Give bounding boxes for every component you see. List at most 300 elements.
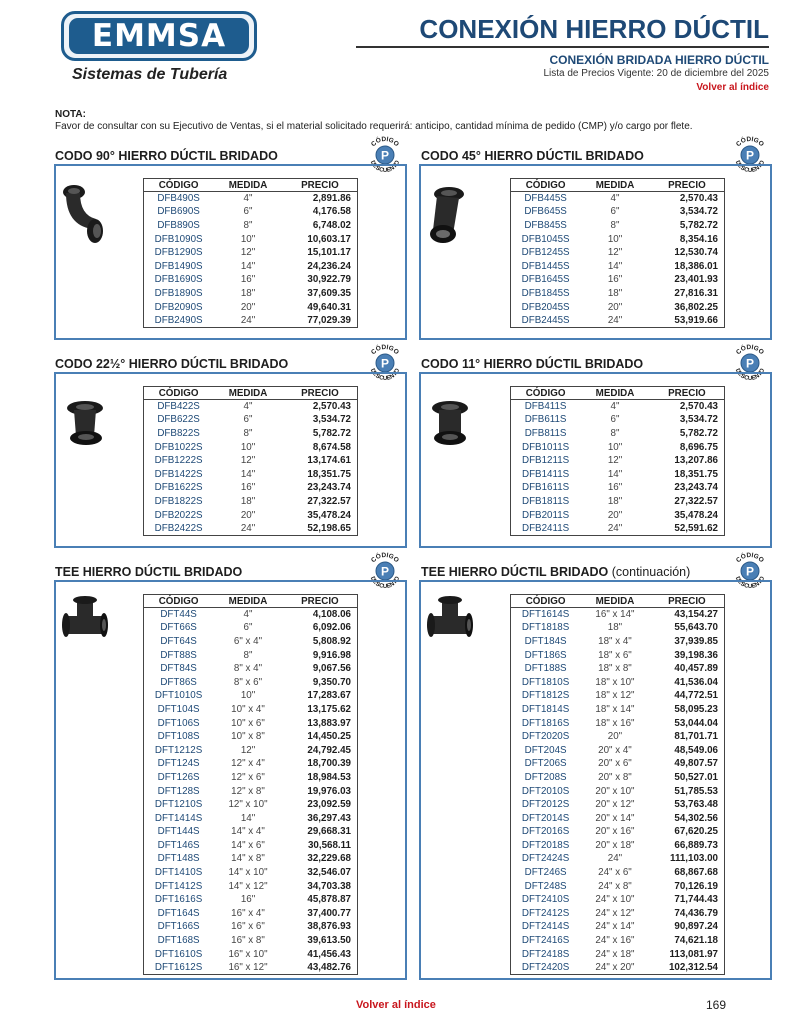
row-code: DFT2012S bbox=[521, 799, 570, 811]
row-size: 18" x 14" bbox=[595, 703, 635, 715]
row-size: 6" bbox=[243, 414, 253, 426]
row-size: 14" bbox=[607, 260, 623, 272]
row-code: DFB1090S bbox=[154, 233, 203, 245]
row-price: 24,236.24 bbox=[307, 260, 351, 272]
row-code: DFT2016S bbox=[521, 826, 570, 838]
row-code: DFB490S bbox=[157, 193, 200, 205]
footer-back-to-index-link[interactable]: Volver al índice bbox=[356, 999, 436, 1011]
row-size: 20" x 10" bbox=[595, 785, 635, 797]
table-row bbox=[144, 440, 358, 454]
row-size: 16" x 8" bbox=[231, 935, 265, 947]
row-size: 10" x 8" bbox=[231, 731, 265, 743]
row-size: 4" bbox=[243, 193, 253, 205]
row-code: DFB2011S bbox=[522, 509, 570, 521]
row-price: 49,640.31 bbox=[307, 301, 351, 313]
row-price: 55,643.70 bbox=[674, 622, 718, 634]
row-code: DFB2022S bbox=[154, 509, 203, 521]
col-code: CÓDIGO bbox=[144, 387, 214, 400]
section-box bbox=[419, 164, 772, 340]
table-row bbox=[144, 961, 358, 975]
row-code: DFB1222S bbox=[154, 455, 203, 467]
row-code: DFB1645S bbox=[521, 274, 570, 286]
row-size: 24" bbox=[607, 314, 623, 326]
row-code: DFT1010S bbox=[154, 690, 203, 702]
col-size: MEDIDA bbox=[580, 387, 650, 400]
row-price: 12,530.74 bbox=[674, 247, 718, 259]
row-price: 3,534.72 bbox=[312, 414, 351, 426]
row-code: DFT2424S bbox=[521, 853, 570, 865]
row-code: DFB2422S bbox=[154, 522, 203, 534]
badge-top-text: CÓDIGO bbox=[734, 135, 766, 149]
row-size: 20" x 18" bbox=[595, 839, 635, 851]
row-size: 20" x 12" bbox=[595, 799, 635, 811]
row-price: 37,609.35 bbox=[307, 287, 351, 299]
table-row bbox=[511, 730, 725, 744]
badge-bottom-text: DESCUENTO bbox=[368, 575, 402, 591]
row-size: 10" bbox=[607, 441, 623, 453]
row-price: 27,816.31 bbox=[674, 287, 718, 299]
row-code: DFT146S bbox=[157, 839, 200, 851]
row-size: 16" bbox=[607, 482, 623, 494]
row-code: DFT88S bbox=[160, 649, 197, 661]
table-row bbox=[144, 413, 358, 427]
product-image bbox=[427, 392, 473, 456]
row-code: DFB822S bbox=[157, 427, 200, 439]
row-price: 30,922.79 bbox=[307, 274, 351, 286]
row-code: DFT188S bbox=[524, 663, 567, 675]
row-price: 29,668.31 bbox=[307, 826, 351, 838]
table-row bbox=[511, 703, 725, 717]
row-code: DFT2020S bbox=[521, 731, 570, 743]
row-code: DFT1212S bbox=[154, 744, 203, 756]
section-box bbox=[419, 372, 772, 548]
row-price: 43,154.27 bbox=[674, 609, 718, 621]
table-row bbox=[144, 743, 358, 757]
row-size: 14" x 10" bbox=[228, 867, 268, 879]
table-row bbox=[511, 947, 725, 961]
row-code: DFB411S bbox=[524, 401, 567, 413]
table-row bbox=[511, 232, 725, 246]
row-price: 5,782.72 bbox=[679, 219, 718, 231]
row-code: DFT1812S bbox=[521, 690, 570, 702]
table-row bbox=[511, 934, 725, 948]
row-code: DFB1011S bbox=[522, 441, 570, 453]
product-image bbox=[427, 594, 473, 658]
price-table bbox=[143, 178, 358, 328]
row-size: 18" x 16" bbox=[595, 717, 635, 729]
row-price: 2,891.86 bbox=[312, 193, 351, 205]
row-price: 52,198.65 bbox=[307, 522, 351, 534]
table-row bbox=[144, 205, 358, 219]
row-price: 19,976.03 bbox=[307, 785, 351, 797]
row-price: 17,283.67 bbox=[307, 690, 351, 702]
row-size: 8" bbox=[610, 219, 620, 231]
col-code: CÓDIGO bbox=[511, 387, 581, 400]
row-size: 18" x 8" bbox=[598, 663, 632, 675]
table-row bbox=[144, 852, 358, 866]
row-code: DFB1845S bbox=[521, 287, 570, 299]
row-code: DFB1045S bbox=[521, 233, 570, 245]
row-price: 18,351.75 bbox=[307, 468, 351, 480]
table-row bbox=[511, 893, 725, 907]
row-price: 74,436.79 bbox=[674, 907, 718, 919]
row-size: 24" x 10" bbox=[595, 894, 635, 906]
row-size: 8" bbox=[243, 649, 253, 661]
row-size: 18" x 10" bbox=[595, 676, 635, 688]
table-row bbox=[511, 879, 725, 893]
row-code: DFB2045S bbox=[521, 301, 570, 313]
row-code: DFB422S bbox=[157, 401, 200, 413]
table-row bbox=[511, 920, 725, 934]
badge-top-text: CÓDIGO bbox=[734, 343, 766, 357]
price-table bbox=[510, 386, 725, 536]
logo-tagline: Sistemas de Tubería bbox=[72, 66, 228, 83]
product-image bbox=[62, 181, 108, 245]
section-subtitle: (continuación) bbox=[611, 565, 691, 579]
row-price: 5,782.72 bbox=[312, 427, 351, 439]
table-row bbox=[511, 495, 725, 509]
table-row bbox=[144, 454, 358, 468]
row-code: DFB1290S bbox=[154, 247, 203, 259]
table-row bbox=[144, 635, 358, 649]
row-size: 10" x 4" bbox=[231, 703, 265, 715]
page-subtitle: CONEXIÓN BRIDADA HIERRO DÚCTIL bbox=[549, 53, 769, 67]
row-price: 68,867.68 bbox=[674, 867, 718, 879]
row-size: 8" bbox=[243, 219, 253, 231]
row-price: 23,401.93 bbox=[674, 274, 718, 286]
col-price: PRECIO bbox=[650, 387, 725, 400]
row-code: DFT1816S bbox=[521, 717, 570, 729]
table-row bbox=[144, 427, 358, 441]
row-code: DFB1445S bbox=[521, 260, 570, 272]
table-row bbox=[144, 621, 358, 635]
row-price: 6,092.06 bbox=[312, 622, 351, 634]
table-row bbox=[144, 703, 358, 717]
col-price: PRECIO bbox=[650, 595, 725, 608]
row-size: 14" bbox=[240, 812, 256, 824]
row-size: 16" bbox=[240, 894, 256, 906]
row-code: DFB690S bbox=[157, 206, 200, 218]
row-size: 10" bbox=[240, 441, 256, 453]
row-code: DFB2090S bbox=[154, 301, 203, 313]
row-price: 8,674.58 bbox=[312, 441, 351, 453]
row-price: 90,897.24 bbox=[674, 921, 718, 933]
row-size: 14" bbox=[607, 468, 623, 480]
row-code: DFT204S bbox=[524, 744, 567, 756]
table-row bbox=[511, 635, 725, 649]
row-size: 14" bbox=[240, 260, 256, 272]
row-code: DFB1490S bbox=[154, 260, 203, 272]
row-code: DFB1890S bbox=[154, 287, 203, 299]
row-price: 70,126.19 bbox=[674, 880, 718, 892]
row-code: DFT64S bbox=[160, 635, 197, 647]
row-price: 13,174.61 bbox=[307, 455, 351, 467]
table-row bbox=[144, 400, 358, 414]
row-price: 18,351.75 bbox=[674, 468, 718, 480]
row-price: 32,229.68 bbox=[307, 853, 351, 865]
table-row bbox=[144, 757, 358, 771]
badge-bottom-text: DESCUENTO bbox=[368, 367, 402, 383]
row-price: 43,482.76 bbox=[307, 961, 351, 973]
badge-letter: P bbox=[380, 356, 390, 371]
row-price: 23,243.74 bbox=[674, 482, 718, 494]
row-code: DFB845S bbox=[524, 219, 567, 231]
row-size: 24" x 14" bbox=[595, 921, 635, 933]
row-size: 16" bbox=[607, 274, 623, 286]
section-box bbox=[54, 580, 407, 980]
row-code: DFB611S bbox=[524, 414, 567, 426]
row-size: 12" x 4" bbox=[231, 758, 265, 770]
badge-letter: P bbox=[380, 148, 390, 163]
table-row bbox=[511, 508, 725, 522]
price-list-date: Lista de Precios Vigente: 20 de diciembre del 2025 bbox=[543, 68, 769, 79]
table-row bbox=[511, 427, 725, 441]
row-price: 49,807.57 bbox=[674, 758, 718, 770]
row-code: DFT2416S bbox=[521, 935, 570, 947]
row-code: DFT1614S bbox=[521, 609, 570, 621]
row-code: DFT2418S bbox=[521, 948, 570, 960]
table-row bbox=[144, 287, 358, 301]
badge-letter: P bbox=[745, 356, 755, 371]
table-row bbox=[511, 287, 725, 301]
row-size: 18" x 12" bbox=[595, 690, 635, 702]
page-number: 169 bbox=[706, 998, 727, 1012]
row-code: DFT2014S bbox=[521, 812, 570, 824]
row-code: DFB811S bbox=[524, 427, 567, 439]
row-price: 8,354.16 bbox=[679, 233, 718, 245]
row-price: 13,883.97 bbox=[307, 717, 351, 729]
row-code: DFB1022S bbox=[154, 441, 203, 453]
row-price: 8,696.75 bbox=[679, 441, 718, 453]
row-size: 8" x 6" bbox=[233, 676, 263, 688]
row-size: 24" bbox=[607, 522, 623, 534]
col-code: CÓDIGO bbox=[511, 595, 581, 608]
row-size: 4" bbox=[243, 609, 253, 621]
row-price: 51,785.53 bbox=[674, 785, 718, 797]
table-row bbox=[144, 522, 358, 536]
row-size: 24" x 20" bbox=[595, 961, 635, 973]
row-price: 66,889.73 bbox=[674, 839, 718, 851]
row-price: 2,570.43 bbox=[679, 193, 718, 205]
section-box bbox=[419, 580, 772, 980]
table-row bbox=[511, 675, 725, 689]
col-code: CÓDIGO bbox=[144, 179, 214, 192]
row-size: 12" x 10" bbox=[228, 799, 268, 811]
back-to-index-link[interactable]: Volver al índice bbox=[696, 82, 769, 93]
table-row bbox=[511, 467, 725, 481]
row-size: 8" bbox=[610, 427, 620, 439]
row-price: 13,207.86 bbox=[674, 455, 718, 467]
row-price: 36,297.43 bbox=[307, 812, 351, 824]
table-row bbox=[511, 866, 725, 880]
row-code: DFB2445S bbox=[521, 314, 570, 326]
table-row bbox=[144, 192, 358, 206]
table-row bbox=[144, 839, 358, 853]
table-row bbox=[511, 757, 725, 771]
row-code: DFT1814S bbox=[521, 703, 570, 715]
table-row bbox=[144, 219, 358, 233]
row-size: 18" bbox=[607, 287, 623, 299]
row-size: 4" bbox=[243, 401, 253, 413]
row-size: 14" x 8" bbox=[231, 853, 265, 865]
row-price: 14,450.25 bbox=[307, 731, 351, 743]
row-code: DFT168S bbox=[157, 935, 200, 947]
row-price: 58,095.23 bbox=[674, 703, 718, 715]
row-price: 32,546.07 bbox=[307, 867, 351, 879]
table-row bbox=[144, 907, 358, 921]
row-code: DFT106S bbox=[157, 717, 200, 729]
col-size: MEDIDA bbox=[580, 179, 650, 192]
table-row bbox=[511, 961, 725, 975]
row-price: 39,198.36 bbox=[674, 649, 718, 661]
row-size: 16" bbox=[240, 274, 256, 286]
row-price: 30,568.11 bbox=[307, 839, 351, 851]
row-code: DFB645S bbox=[524, 206, 567, 218]
row-size: 24" x 6" bbox=[598, 867, 632, 879]
row-code: DFT2018S bbox=[521, 839, 570, 851]
table-row bbox=[144, 481, 358, 495]
row-code: DFT44S bbox=[160, 609, 197, 621]
table-row bbox=[511, 716, 725, 730]
table-row bbox=[144, 934, 358, 948]
table-row bbox=[144, 716, 358, 730]
table-row bbox=[511, 314, 725, 328]
row-price: 24,792.45 bbox=[307, 744, 351, 756]
row-size: 18" bbox=[607, 495, 623, 507]
logo-text: EMMSA bbox=[69, 18, 249, 54]
table-row bbox=[511, 522, 725, 536]
product-image bbox=[62, 594, 108, 658]
badge-letter: P bbox=[380, 564, 390, 579]
section-box bbox=[54, 372, 407, 548]
table-row bbox=[511, 259, 725, 273]
table-row bbox=[511, 648, 725, 662]
row-size: 20" bbox=[607, 301, 623, 313]
row-size: 12" x 8" bbox=[231, 785, 265, 797]
row-size: 20" bbox=[607, 731, 623, 743]
note bbox=[55, 109, 693, 133]
col-price: PRECIO bbox=[283, 595, 358, 608]
row-price: 40,457.89 bbox=[674, 663, 718, 675]
row-size: 12" bbox=[240, 744, 256, 756]
row-size: 24" bbox=[240, 314, 256, 326]
row-price: 67,620.25 bbox=[674, 826, 718, 838]
row-price: 37,939.85 bbox=[674, 635, 718, 647]
badge-top-text: CÓDIGO bbox=[369, 343, 401, 357]
row-code: DFT206S bbox=[524, 758, 567, 770]
row-size: 18" bbox=[240, 287, 256, 299]
row-size: 10" bbox=[240, 690, 256, 702]
row-price: 3,534.72 bbox=[679, 414, 718, 426]
row-price: 74,621.18 bbox=[674, 935, 718, 947]
row-code: DFT2420S bbox=[521, 961, 570, 973]
product-image bbox=[427, 184, 473, 248]
table-row bbox=[144, 232, 358, 246]
note-text: Favor de consultar con su Ejecutivo de Ventas, si el material solicitado requerirá: anticipo, cantidad mínima de pedido (CMP) y/o cargo por flete. bbox=[55, 121, 693, 132]
table-row bbox=[511, 839, 725, 853]
row-code: DFT66S bbox=[160, 622, 197, 634]
row-price: 18,984.53 bbox=[307, 771, 351, 783]
row-size: 20" bbox=[240, 509, 256, 521]
col-size: MEDIDA bbox=[213, 179, 283, 192]
row-price: 9,916.98 bbox=[312, 649, 351, 661]
table-row bbox=[511, 300, 725, 314]
section-title: CODO 11° HIERRO DÚCTIL BRIDADO bbox=[421, 357, 644, 371]
row-price: 53,044.04 bbox=[674, 717, 718, 729]
table-row bbox=[144, 495, 358, 509]
row-size: 16" x 14" bbox=[595, 609, 635, 621]
row-size: 18" x 4" bbox=[598, 635, 632, 647]
table-row bbox=[511, 205, 725, 219]
row-code: DFT1810S bbox=[521, 676, 570, 688]
row-size: 20" x 16" bbox=[595, 826, 635, 838]
row-size: 14" x 6" bbox=[231, 839, 265, 851]
row-price: 37,400.77 bbox=[307, 907, 351, 919]
row-code: DFT148S bbox=[157, 853, 200, 865]
row-size: 24" x 12" bbox=[595, 907, 635, 919]
table-row bbox=[144, 920, 358, 934]
row-size: 20" x 14" bbox=[595, 812, 635, 824]
row-code: DFT1414S bbox=[154, 812, 203, 824]
table-row bbox=[144, 314, 358, 328]
row-price: 35,478.24 bbox=[674, 509, 718, 521]
row-code: DFT166S bbox=[157, 921, 200, 933]
row-code: DFB2490S bbox=[154, 314, 203, 326]
table-row bbox=[144, 648, 358, 662]
table-row bbox=[144, 866, 358, 880]
row-price: 5,808.92 bbox=[312, 635, 351, 647]
row-size: 12" bbox=[607, 247, 623, 259]
badge-bottom-text: DESCUENTO bbox=[733, 367, 767, 383]
row-price: 18,700.39 bbox=[307, 758, 351, 770]
row-code: DFT1410S bbox=[154, 867, 203, 879]
row-price: 41,536.04 bbox=[674, 676, 718, 688]
row-price: 44,772.51 bbox=[674, 690, 718, 702]
row-size: 14" bbox=[240, 468, 256, 480]
table-row bbox=[144, 246, 358, 260]
row-code: DFT184S bbox=[524, 635, 567, 647]
row-size: 6" bbox=[610, 414, 620, 426]
row-code: DFT208S bbox=[524, 771, 567, 783]
table-row bbox=[511, 608, 725, 622]
row-price: 41,456.43 bbox=[307, 948, 351, 960]
row-code: DFB1622S bbox=[154, 482, 203, 494]
row-price: 13,175.62 bbox=[307, 703, 351, 715]
badge-letter: P bbox=[745, 148, 755, 163]
row-code: DFT126S bbox=[157, 771, 200, 783]
row-price: 50,527.01 bbox=[674, 771, 718, 783]
row-size: 24" bbox=[607, 853, 623, 865]
table-row bbox=[511, 743, 725, 757]
col-code: CÓDIGO bbox=[511, 179, 581, 192]
row-code: DFT1616S bbox=[154, 894, 203, 906]
row-price: 27,322.57 bbox=[674, 495, 718, 507]
table-row bbox=[511, 219, 725, 233]
row-price: 27,322.57 bbox=[307, 495, 351, 507]
section-title: CODO 45° HIERRO DÚCTIL BRIDADO bbox=[421, 149, 644, 163]
row-size: 12" bbox=[240, 455, 256, 467]
section-title: CODO 90° HIERRO DÚCTIL BRIDADO bbox=[55, 149, 278, 163]
row-price: 36,802.25 bbox=[674, 301, 718, 313]
col-code: CÓDIGO bbox=[144, 595, 214, 608]
table-row bbox=[511, 825, 725, 839]
section-title: CODO 22½° HIERRO DÚCTIL BRIDADO bbox=[55, 357, 289, 371]
row-price: 9,350.70 bbox=[312, 676, 351, 688]
row-price: 35,478.24 bbox=[307, 509, 351, 521]
row-code: DFB1245S bbox=[521, 247, 570, 259]
row-size: 16" x 4" bbox=[231, 907, 265, 919]
row-size: 14" x 12" bbox=[228, 880, 268, 892]
